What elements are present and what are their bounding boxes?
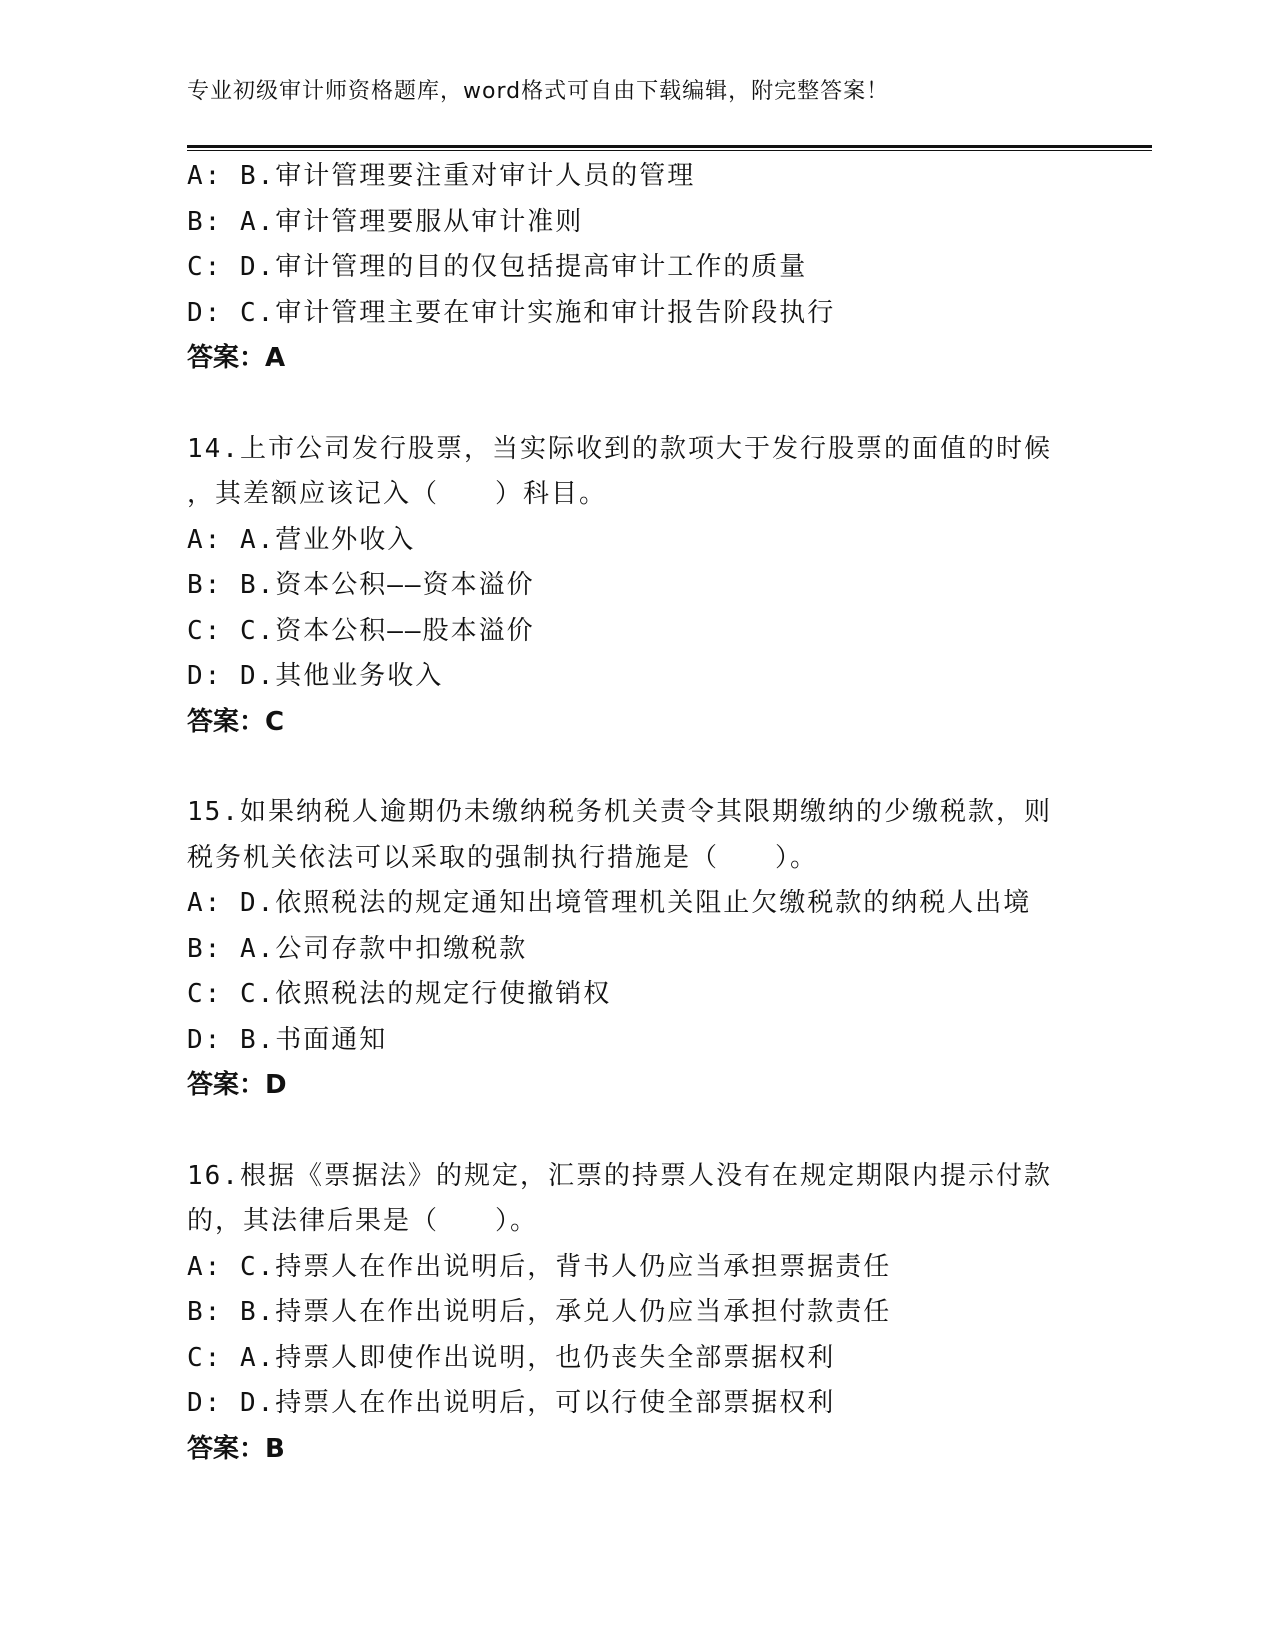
header-rule-thin [187, 150, 1152, 151]
option-b: B: B.持票人在作出说明后，承兑人仍应当承担付款责任 [187, 1297, 892, 1327]
question-block-15 [187, 790, 1087, 1109]
option-c: C: D.审计管理的目的仅包括提高审计工作的质量 [187, 252, 808, 282]
question-stem-line-1: 16.根据《票据法》的规定，汇票的持票人没有在规定期限内提示付款 [187, 1160, 1052, 1191]
answer-line: 答案：B [187, 1433, 285, 1464]
option-d: D: C.审计管理主要在审计实施和审计报告阶段执行 [187, 297, 836, 328]
question-list [187, 154, 1087, 1472]
question-stem-line-2: 的，其法律后果是（ ）。 [187, 1206, 539, 1236]
question-stem-line-1: 15.如果纳税人逾期仍未缴纳税务机关责令其限期缴纳的少缴税款，则 [187, 797, 1052, 827]
option-c: C: A.持票人即使作出说明，也仍丧失全部票据权利 [187, 1342, 836, 1373]
answer-line: 答案：D [187, 1070, 287, 1100]
answer-line: 答案：A [187, 343, 286, 373]
question-stem-line-1: 14.上市公司发行股票，当实际收到的款项大于发行股票的面值的时候 [187, 433, 1052, 464]
option-a: A: C.持票人在作出说明后，背书人仍应当承担票据责任 [187, 1251, 892, 1282]
question-block-16 [187, 1154, 1087, 1473]
option-d: D: B.书面通知 [187, 1024, 388, 1055]
question-stem-line-2: ，其差额应该记入（ ）科目。 [187, 479, 608, 509]
option-b: B: B.资本公积——资本溢价 [187, 570, 535, 600]
question-block-13 [187, 154, 1087, 382]
question-stem-line-2: 税务机关依法可以采取的强制执行措施是（ ）。 [187, 842, 819, 873]
option-c: C: C.依照税法的规定行使撤销权 [187, 979, 612, 1009]
option-b: B: A.公司存款中扣缴税款 [187, 933, 528, 964]
page-header: 专业初级审计师资格题库，word格式可自由下载编辑，附完整答案！ [187, 79, 890, 104]
option-d: D: D.持票人在作出说明后，可以行使全部票据权利 [187, 1388, 836, 1418]
option-a: A: B.审计管理要注重对审计人员的管理 [187, 161, 696, 191]
question-block-14 [187, 427, 1087, 746]
answer-line: 答案：C [187, 706, 285, 737]
option-d: D: D.其他业务收入 [187, 661, 444, 691]
option-a: A: A.营业外收入 [187, 524, 416, 555]
option-c: C: C.资本公积——股本溢价 [187, 615, 535, 646]
header-rule-thick [187, 145, 1152, 148]
option-a: A: D.依照税法的规定通知出境管理机关阻止欠缴税款的纳税人出境 [187, 888, 1032, 918]
option-b: B: A.审计管理要服从审计准则 [187, 206, 584, 237]
